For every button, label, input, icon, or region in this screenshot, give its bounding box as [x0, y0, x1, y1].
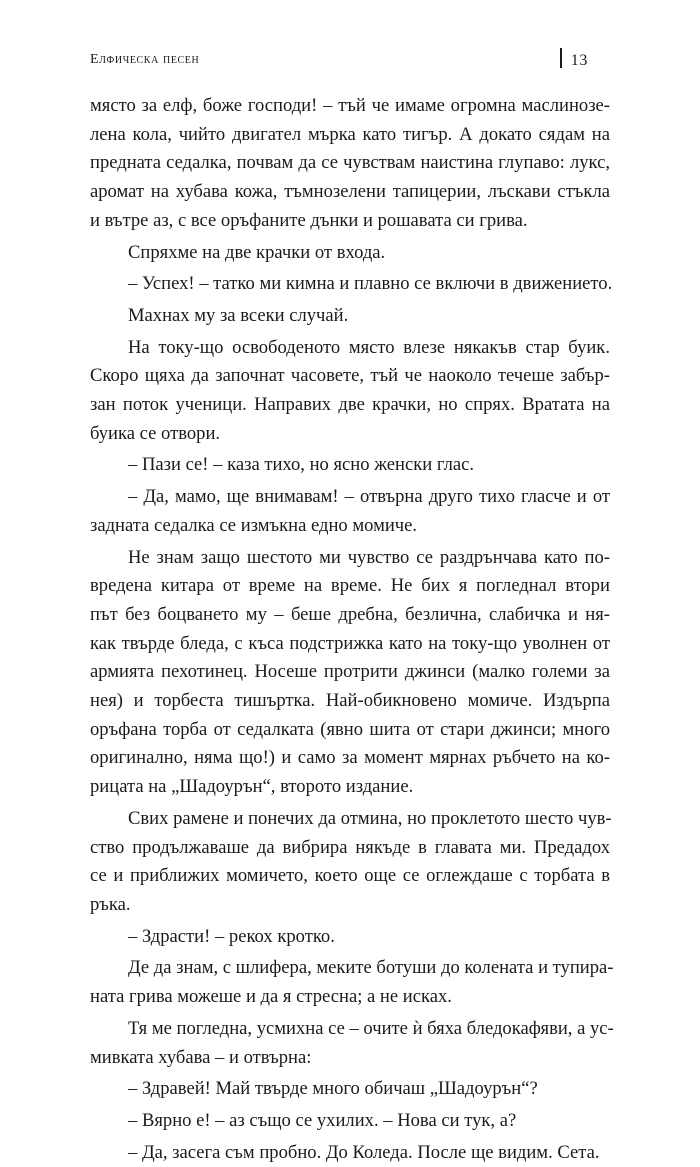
text-line: – Да, засега съм пробно. До Коледа. После ще видим. Сета.: [128, 1141, 600, 1163]
text-line: Махнах му за всеки случай.: [128, 304, 349, 326]
text-line: Не знам защо шестото ми чувство се раздрънчава като по-: [128, 546, 610, 568]
text-line: Тя ме погледна, усмихна се – очите ѝ бяха бледокафяви, а ус-: [128, 1017, 614, 1039]
text-line: път без боцването му – беше дребна, безлична, слабичка и ня-: [90, 603, 610, 625]
text-line: нея) и торбеста тишъртка. Най-обикновено момиче. Издърпа: [90, 690, 610, 712]
text-line: армията пехотинец. Носеше протрити джинси (малко големи за: [90, 661, 610, 683]
running-title: Елфическа песен: [90, 52, 200, 67]
text-line: Де да знам, с шлифера, меките ботуши до колената и тупира-: [128, 957, 614, 979]
text-line: ната грива можеше и да я стресна; а не исках.: [90, 986, 452, 1008]
text-line: как твърде бледа, с къса подстрижка като на току-що уволнен от: [90, 632, 610, 654]
text-line: зан поток ученици. Направих две крачки, но спрях. Вратата на: [90, 394, 610, 416]
text-line: оръфана торба от седалката (явно шита от стари джинси; много: [90, 718, 610, 740]
page-header: [90, 48, 610, 72]
body-text: [90, 92, 614, 1167]
text-line: – Вярно е! – аз също се ухилих. – Нова си тук, а?: [128, 1109, 517, 1131]
text-line: – Здравей! Май твърде много обичаш „Шадоурън“?: [128, 1078, 538, 1100]
text-line: Спряхме на две крачки от входа.: [128, 241, 386, 263]
page-number: 13: [570, 52, 588, 69]
header-divider: [560, 48, 562, 68]
text-line: вредена китара от време на време. Не бих я погледнал втори: [90, 575, 610, 597]
text-line: Скоро щяха да започнат часовете, тъй че наоколо течеше забър-: [90, 365, 610, 387]
text-line: аромат на хубава кожа, тъмнозелени тапицерии, лъскави стъкла: [90, 181, 610, 203]
text-line: На току-що освободеното място влезе някакъв стар буик.: [128, 336, 610, 358]
text-line: – Пази се! – каза тихо, но ясно женски глас.: [128, 454, 474, 476]
text-line: ство продължаваше да вибрира някъде в главата ми. Предадох: [90, 836, 610, 858]
text-line: рицата на „Шадоурън“, второто издание.: [90, 776, 414, 798]
text-line: място за елф, боже господи! – тъй че имаме огромна маслинозе-: [90, 95, 610, 116]
text-line: – Здрасти! – рекох кротко.: [128, 925, 335, 947]
text-line: буика се отвори.: [90, 422, 221, 444]
text-line: лена кола, чийто двигател мърка като тигър. А докато сядам на: [90, 123, 610, 145]
text-line: – Успех! – татко ми кимна и плавно се включи в движението.: [128, 273, 613, 295]
text-line: Свих рамене и понечих да отмина, но проклетото шесто чув-: [128, 807, 612, 829]
text-line: оригинално, няма що!) и само за момент мярнах ръбчето на ко-: [90, 747, 610, 769]
text-line: и вътре аз, с все оръфаните дънки и рошавата си грива.: [90, 209, 528, 231]
text-line: ръка.: [90, 893, 131, 915]
text-line: – Да, мамо, ще внимавам! – отвърна друго тихо гласче и от: [128, 486, 610, 508]
text-line: задната седалка се измъкна едно момиче.: [90, 514, 418, 536]
text-line: се и приближих момичето, което още се оглеждаше с торбата в: [90, 865, 610, 887]
text-line: мивката хубава – и отвърна:: [90, 1046, 312, 1068]
text-line: предната седалка, почвам да се чувствам наистина глупаво: лукс,: [90, 152, 610, 174]
